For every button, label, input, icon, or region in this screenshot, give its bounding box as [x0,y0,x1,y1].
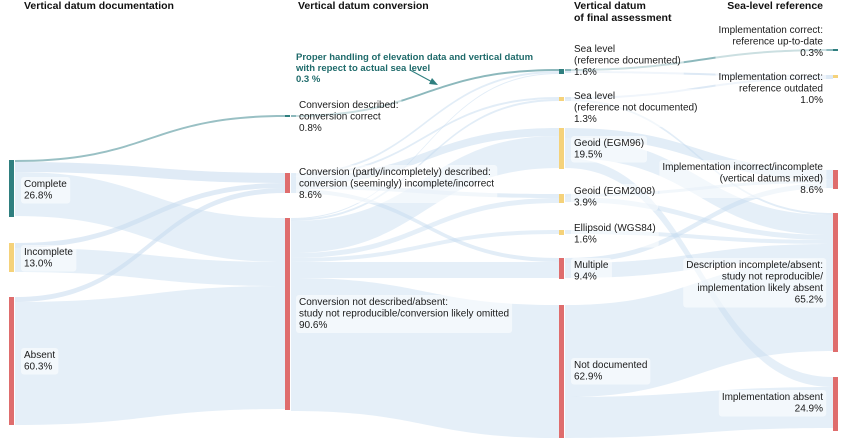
node-label-egm96-line-2: 19.5% [574,149,603,161]
node-bar-sl_doc [559,69,564,74]
node-label-absent [24,350,55,373]
header-final-assessment-1: Vertical datum [574,0,646,12]
node-label-desc_abs-line-4: 65.2% [794,294,823,306]
node-label-desc_abs-line-3: implementation likely absent [697,283,823,294]
node-label-impl_old-line-1: Implementation correct: [718,72,823,83]
node-label-impl_bad-line-1: Implementation incorrect/incomplete [662,162,823,173]
node-label-incomplete-line-1: Incomplete [24,247,73,258]
flow-conv_none-to-multiple [291,262,559,278]
node-label-conv_part-line-3: 8.6% [299,190,322,201]
node-bar-absent [9,297,14,425]
node-label-conv_none-line-3: 90.6% [299,320,328,331]
node-label-sl_nodoc-line-1: Sea level [574,91,616,102]
node-label-sl_doc-line-1: Sea level [574,44,616,55]
callout-line-2: with repect to actual sea level [296,63,431,74]
node-label-multiple-line-1: Multiple [574,260,609,271]
node-bar-egm96 [559,128,564,169]
node-bar-multiple [559,258,564,279]
node-bar-impl_old [833,75,838,78]
node-label-conv_none-line-2: study not reproducible/conversion likely omitted [299,308,510,320]
node-label-conv_ok-line-3: 0.8% [299,123,322,134]
node-bar-impl_ok [833,49,838,51]
node-label-wgs84-line-2: 1.6% [574,234,597,246]
node-bar-conv_ok [285,115,290,117]
flow-links [15,49,833,438]
node-bar-incomplete [9,243,14,272]
header-sea-level-reference: Sea-level reference [727,0,823,12]
node-label-sl_doc-line-3: 1.6% [574,67,597,78]
node-label-conv_none-line-1: Conversion not described/absent: [299,297,448,308]
node-label-impl_bad-line-2: (vertical datums mixed) [719,173,823,185]
node-label-notdoc-line-2: 62.9% [574,371,603,383]
node-label-impl_abs-line-2: 24.9% [794,403,823,415]
callout-value: 0.3 % [296,74,321,85]
node-label-sl_nodoc-line-2: (reference not documented) [574,102,698,114]
node-label-desc_abs-line-2: study not reproducible/ [721,271,823,283]
node-label-wgs84-line-1: Ellipsoid (WGS84) [574,223,656,234]
node-bar-sl_nodoc [559,97,564,101]
node-label-sl_nodoc-line-3: 1.3% [574,114,597,125]
header-conversion: Vertical datum conversion [298,0,429,12]
node-bar-conv_part [285,173,290,193]
node-label-sl_doc-line-2: (reference documented) [574,55,681,67]
node-label-impl_abs-line-1: Implementation absent [721,392,823,403]
node-bar-egm2008 [559,194,564,203]
callout-line-1: Proper handling of elevation data and vertical datum [296,52,534,63]
node-label-incomplete-line-2: 13.0% [24,258,53,270]
node-bar-conv_none [285,218,290,410]
node-label-egm96-line-1: Geoid (EGM96) [574,138,645,149]
callout-arrow-head [429,78,438,85]
header-documentation: Vertical datum documentation [24,0,174,12]
node-label-complete-line-1: Complete [24,179,67,190]
node-label-conv_ok-line-1: Conversion described: [299,100,399,111]
node-bar-impl_abs [833,377,838,431]
node-label-egm2008-line-2: 3.9% [574,197,597,209]
node-bar-wgs84 [559,230,564,235]
node-bar-complete [9,160,14,217]
header-final-assessment-2: of final assessment [574,12,672,24]
node-label-desc_abs-line-1: Description incomplete/absent: [686,260,823,271]
node-label-impl_ok-line-1: Implementation correct: [718,25,823,36]
node-label-conv_part-line-2: conversion (seemingly) incomplete/incorrect [299,178,495,190]
node-label-impl_ok-line-2: reference up-to-date [732,36,823,48]
node-bar-impl_bad [833,170,838,189]
node-label-conv_ok-line-2: conversion correct [299,111,381,123]
node-label-impl_ok-line-3: 0.3% [800,48,823,59]
node-label-absent-line-1: Absent [24,350,56,361]
node-label-conv_part-line-1: Conversion (partly/incompletely) described: [299,167,491,178]
node-label-notdoc-line-1: Not documented [574,360,648,371]
flow-complete-to-conv_ok [15,115,285,162]
node-label-multiple-line-2: 9.4% [574,271,597,283]
node-bar-desc_abs [833,213,838,352]
node-label-impl_old-line-2: reference outdated [739,83,823,95]
node-label-impl_old-line-3: 1.0% [800,95,823,106]
node-label-egm2008-line-1: Geoid (EGM2008) [574,186,656,197]
node-label-complete-line-2: 26.8% [24,190,53,202]
node-bar-notdoc [559,305,564,438]
node-label-absent-line-2: 60.3% [24,361,53,373]
node-label-impl_bad-line-3: 8.6% [800,185,823,196]
